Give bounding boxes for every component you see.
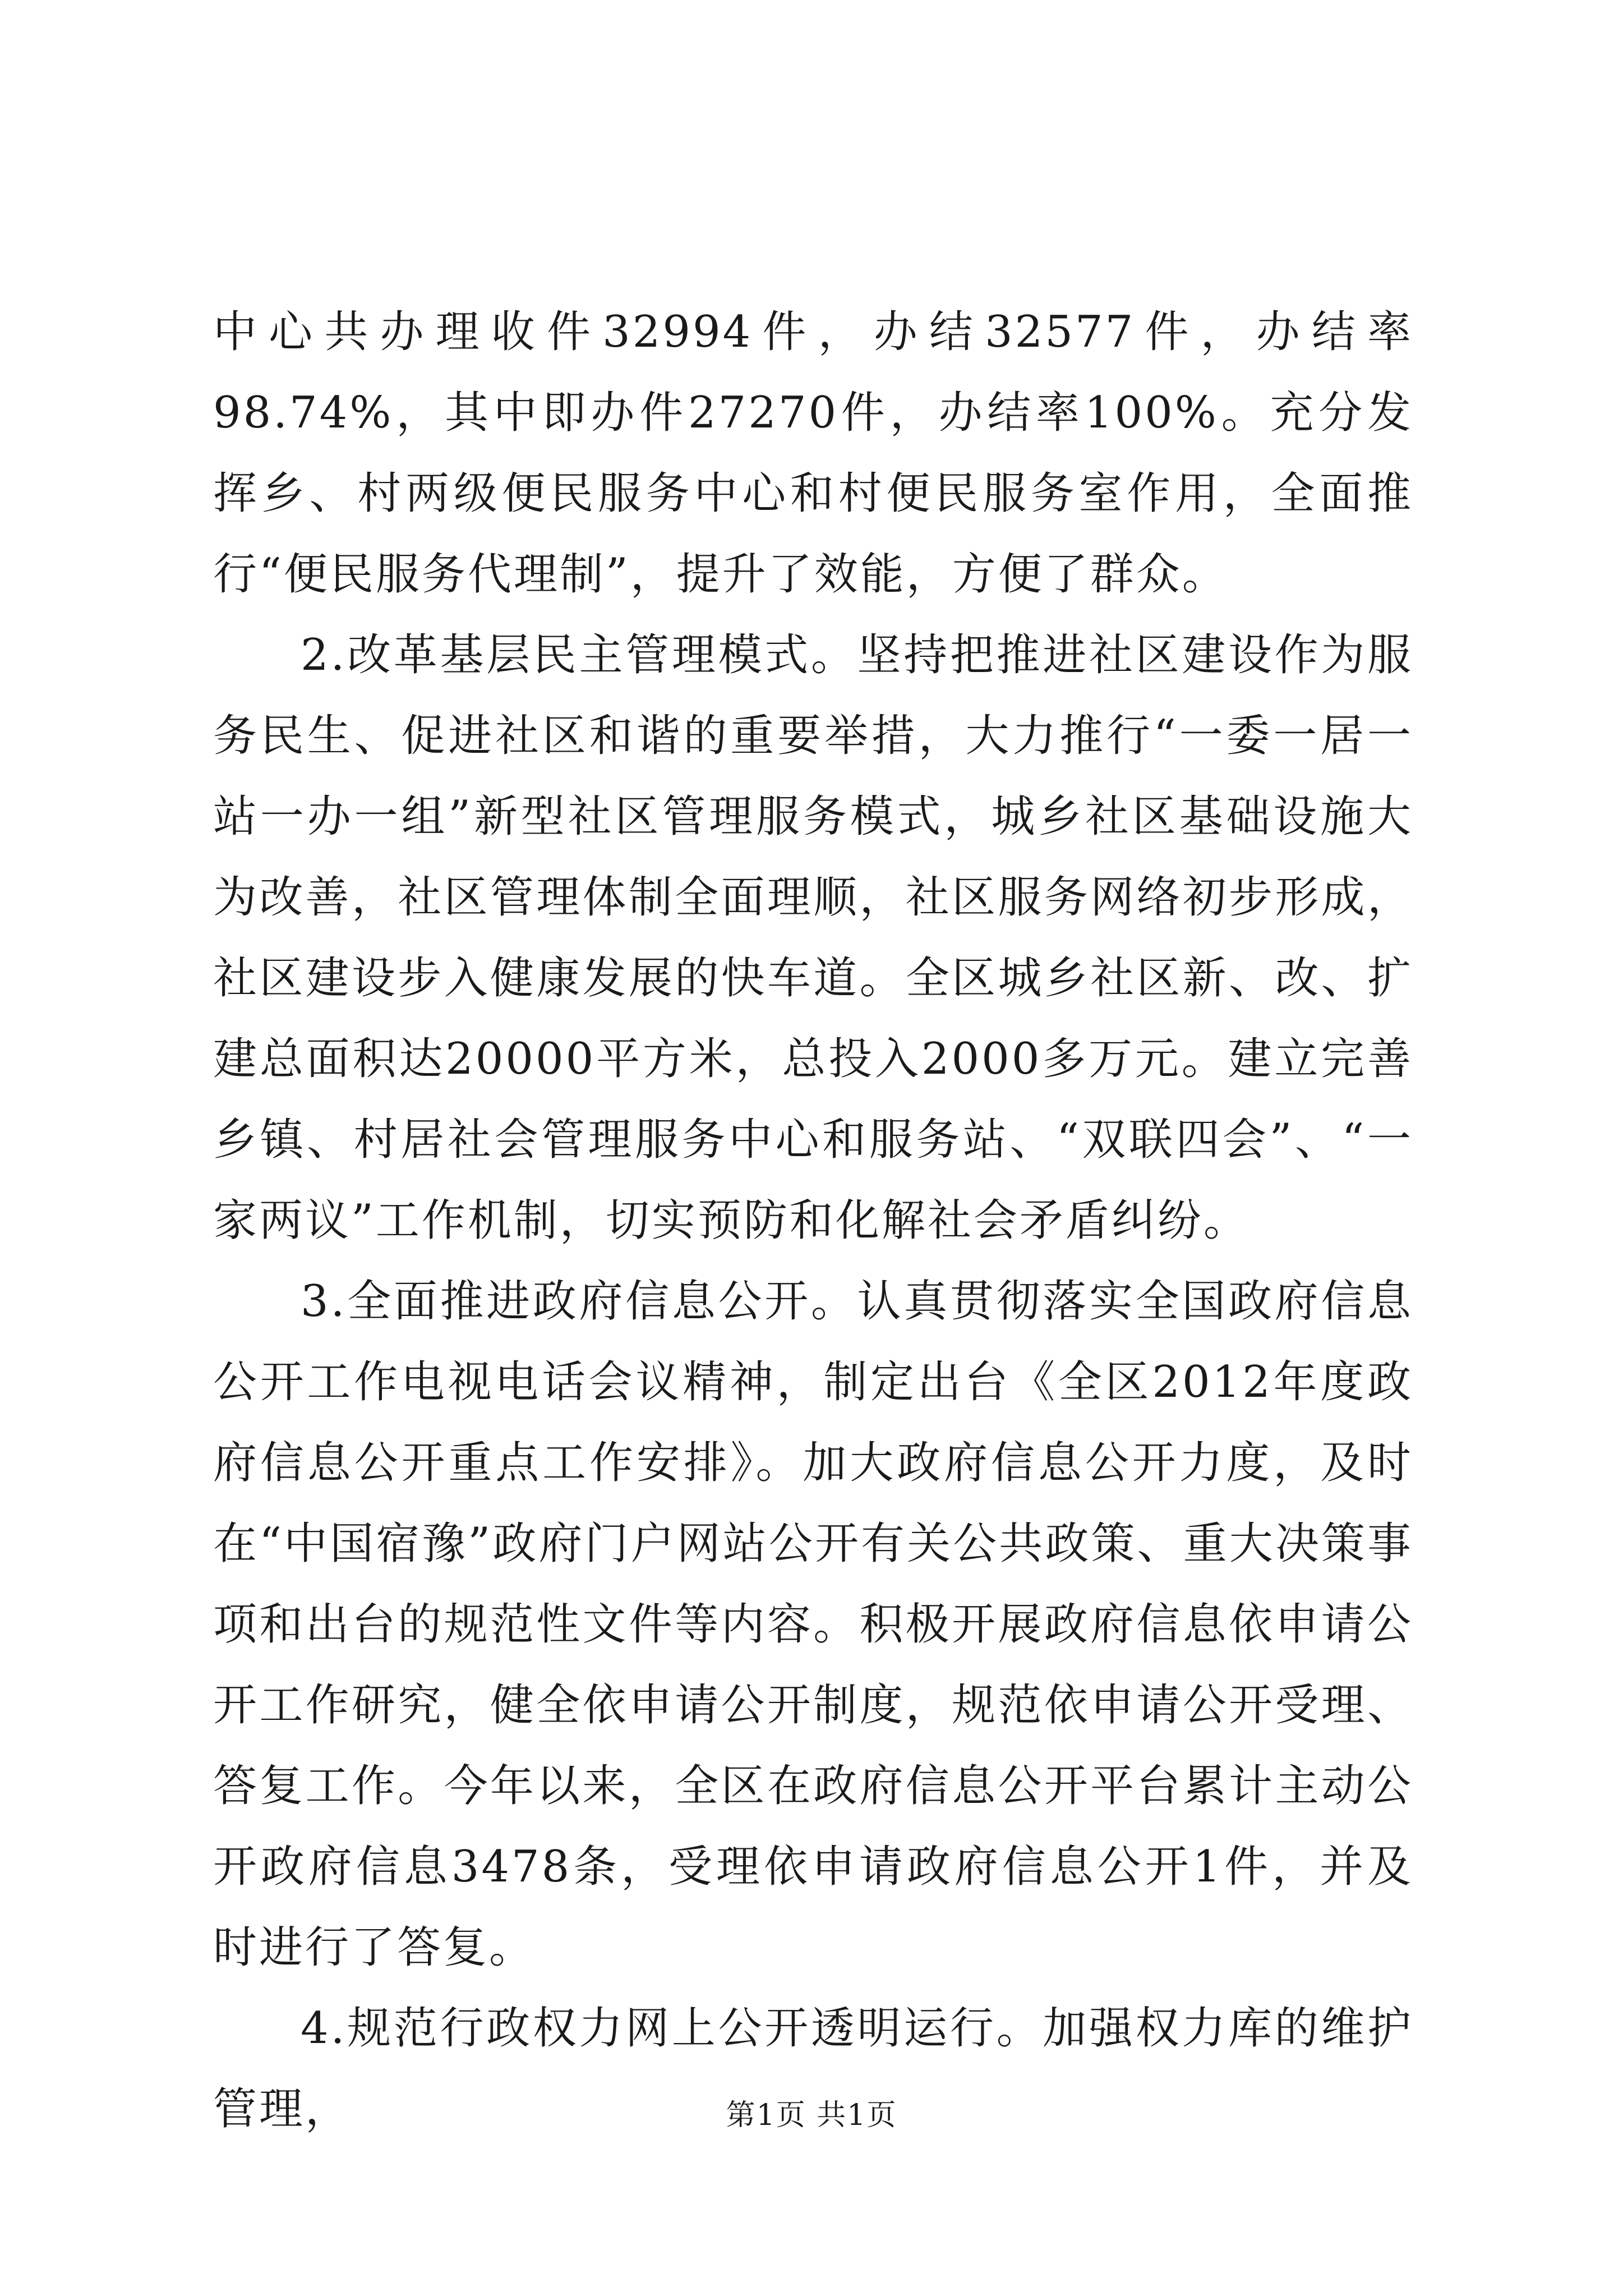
paragraph-2: 2.改革基层民主管理模式。坚持把推进社区建设作为服务民生、促进社区和谐的重要举措，大力推行“一委一居一站一办一组”新型社区管理服务模式，城乡社区基础设施大为改善，社区管理体制全面理顺，社区服务网络初步形成，社区建设步入健康发展的快车道。全区城乡社区新、改、扩建总面积达20000平方米，总投入2000多万元。建立完善乡镇、村居社会管理服务中心和服务站、“双联四会”、“一家两议”工作机制，切实预防和化解社会矛盾纠纷。 bbox=[213, 630, 1413, 1246]
paragraph-3: 3.全面推进政府信息公开。认真贯彻落实全国政府信息公开工作电视电话会议精神，制定出台《全区2012年度政府信息公开重点工作安排》。加大政府信息公开力度，及时在“中国宿豫”政府门户网站公开有关公共政策、重大决策事项和出台的规范性文件等内容。积极开展政府信息依申请公开工作研究，健全依申请公开制度，规范依申请公开受理、答复工作。今年以来，全区在政府信息公开平台累计主动公开政府信息3478条，受理依申请政府信息公开1件，并及时进行了答复。 bbox=[213, 1276, 1413, 1973]
paragraph-4: 4.规范行政权力网上公开透明运行。加强权力库的维护管理， bbox=[213, 2003, 1413, 2134]
document-body bbox=[213, 292, 1413, 2150]
page-footer: 第1页 共1页 bbox=[726, 2099, 897, 2132]
paragraph-1: 中心共办理收件32994件，办结32577件，办结率98.74%，其中即办件27270件，办结率100%。充分发挥乡、村两级便民服务中心和村便民服务室作用，全面推行“便民服务代理制”，提升了效能，方便了群众。 bbox=[213, 307, 1413, 600]
